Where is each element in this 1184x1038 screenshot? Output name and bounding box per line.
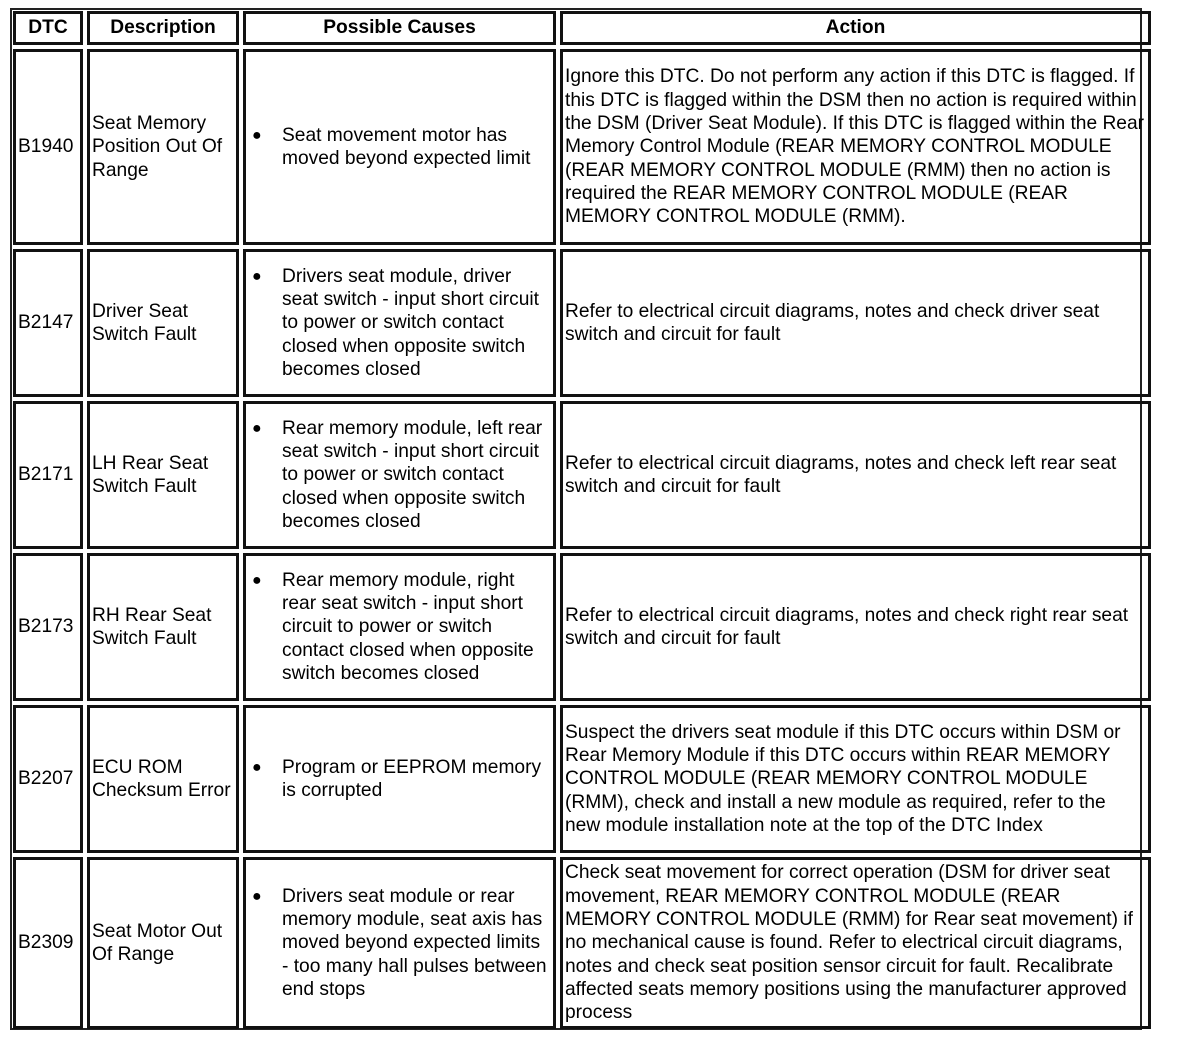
- dtc-description: Seat Memory Position Out Of Range: [87, 49, 239, 245]
- bullet-icon: ●: [252, 887, 262, 905]
- possible-causes-cell: [243, 857, 556, 1029]
- action-text: Suspect the drivers seat module if this DTC occurs within DSM or Rear Memory Module if this DTC occurs within REAR MEMORY CONTROL MODULE (REAR MEMORY CONTROL MODULE (RMM), check and install a new module as required, refer to the new module installation note at the top of the DTC Index: [560, 705, 1151, 853]
- table-row: [13, 249, 1151, 397]
- bullet-icon: ●: [252, 267, 262, 285]
- dtc-description: LH Rear Seat Switch Fault: [87, 401, 239, 549]
- dtc-code: B2309: [13, 857, 83, 1029]
- cause-text: Rear memory module, left rear seat switch - input short circuit to power or switch contact closed when opposite switch becomes closed: [282, 417, 543, 532]
- cause-item: [252, 124, 551, 171]
- bullet-icon: ●: [252, 571, 262, 589]
- possible-causes-cell: [243, 553, 556, 701]
- dtc-description: RH Rear Seat Switch Fault: [87, 553, 239, 701]
- header-action: Action: [560, 11, 1151, 45]
- causes-list: [248, 417, 551, 533]
- dtc-code: B2171: [13, 401, 83, 549]
- cause-item: [252, 417, 551, 533]
- possible-causes-cell: [243, 705, 556, 853]
- action-text: Ignore this DTC. Do not perform any action if this DTC is flagged. If this DTC is flagged within the DSM then no action is required within the DSM (Driver Seat Module). If this DTC is flagged within the Rear Memory Control Module (REAR MEMORY CONTROL MODULE (REAR MEMORY CONTROL MODULE (RMM) then no action is required the REAR MEMORY CONTROL MODULE (REAR MEMORY CONTROL MODULE (RMM).: [560, 49, 1151, 245]
- possible-causes-cell: [243, 401, 556, 549]
- cause-text: Rear memory module, right rear seat switch - input short circuit to power or switch contact closed when opposite switch becomes closed: [282, 569, 534, 684]
- dtc-code: B2147: [13, 249, 83, 397]
- table-header-row: [13, 11, 1151, 45]
- bullet-icon: ●: [252, 758, 262, 776]
- cause-text: Seat movement motor has moved beyond expected limit: [282, 124, 531, 169]
- causes-list: [248, 569, 551, 685]
- causes-list: [248, 265, 551, 381]
- action-text: Refer to electrical circuit diagrams, notes and check left rear seat switch and circuit for fault: [560, 401, 1151, 549]
- dtc-table: [9, 7, 1155, 1033]
- cause-item: [252, 265, 551, 381]
- table-row: [13, 705, 1151, 853]
- cause-text: Program or EEPROM memory is corrupted: [282, 756, 542, 801]
- cause-text: Drivers seat module or rear memory module, seat axis has moved beyond expected limits - too many hall pulses between end stops: [282, 885, 547, 1000]
- bullet-icon: ●: [252, 419, 262, 437]
- action-text: Check seat movement for correct operation (DSM for driver seat movement, REAR MEMORY CONTROL MODULE (REAR MEMORY CONTROL MODULE (RMM) for Rear seat movement) if no mechanical cause is found. Refer to electrical circuit diagrams, notes and check seat position sensor circuit for fault. Recalibrate affected seats memory positions using the manufacturer approved process: [560, 857, 1151, 1029]
- dtc-description: Driver Seat Switch Fault: [87, 249, 239, 397]
- table-row: [13, 553, 1151, 701]
- action-text: Refer to electrical circuit diagrams, notes and check right rear seat switch and circuit for fault: [560, 553, 1151, 701]
- dtc-code: B2173: [13, 553, 83, 701]
- header-description: Description: [87, 11, 239, 45]
- bullet-icon: ●: [252, 126, 262, 144]
- header-dtc: DTC: [13, 11, 83, 45]
- possible-causes-cell: [243, 249, 556, 397]
- table-row: [13, 857, 1151, 1029]
- cause-item: [252, 569, 551, 685]
- table-row: [13, 401, 1151, 549]
- action-text: Refer to electrical circuit diagrams, notes and check driver seat switch and circuit for fault: [560, 249, 1151, 397]
- table-row: [13, 49, 1151, 245]
- causes-list: [248, 124, 551, 171]
- cause-text: Drivers seat module, driver seat switch - input short circuit to power or switch contact closed when opposite switch becomes closed: [282, 265, 539, 380]
- dtc-description: ECU ROM Checksum Error: [87, 705, 239, 853]
- dtc-code: B1940: [13, 49, 83, 245]
- header-possible-causes: Possible Causes: [243, 11, 556, 45]
- causes-list: [248, 885, 551, 1001]
- cause-item: [252, 885, 551, 1001]
- cause-item: [252, 756, 551, 803]
- causes-list: [248, 756, 551, 803]
- dtc-description: Seat Motor Out Of Range: [87, 857, 239, 1029]
- possible-causes-cell: [243, 49, 556, 245]
- dtc-code: B2207: [13, 705, 83, 853]
